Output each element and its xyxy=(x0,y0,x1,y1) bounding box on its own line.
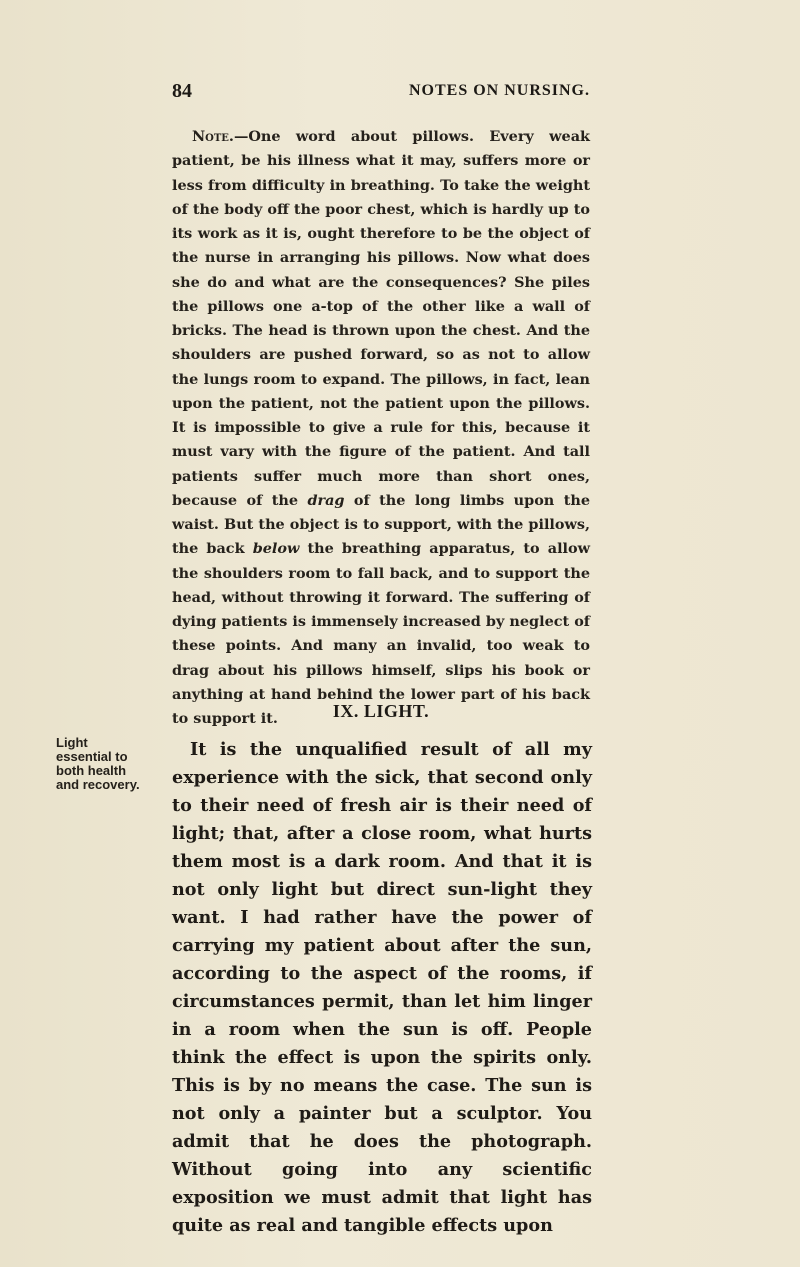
pillows-note xyxy=(172,125,590,731)
note-paragraph xyxy=(172,125,590,731)
running-head: NOTES ON NURSING. xyxy=(408,82,590,99)
page-header xyxy=(172,80,590,110)
page-number: 84 xyxy=(172,80,192,102)
note-lead: Note. xyxy=(192,128,234,145)
body-paragraph: It is the unqualified result of all my experience with the sick, that second only to their need of fresh air is their need of light; that, after a close room, what hurts them most is a dark room. And that it is not only light but direct sun-light they want. I had rather have the power of carrying my patient about after the sun, according to the aspect of the rooms, if circumstances permit, than let him linger in a room when the sun is off. People think the effect is upon the spirits only. This is by no means the case. The sun is not only a painter but a sculptor. You admit that he does the photograph. Without going into any scientific exposition we must admit that light has quite as real and tangible effects upon xyxy=(172,739,592,1236)
note-text-part-2: of the long limbs upon the waist. But the object is to support, with the pillows, the back xyxy=(172,491,590,558)
note-text-part-1: —One word about pillows. Every weak patient, be his illness what it may, suffers more or less from difficulty in breathing. To take the weight of the body off the poor chest, which is hardly up to its work as it is, ought therefore to be the object of the nurse in arranging his pillows. Now what does she do and what are the consequences? She piles the pillows one a-top of the other like a wall of bricks. The head is thrown upon the chest. And the shoulders are pushed forward, so as not to allow the lungs room to expand. The pillows, in fact, lean upon the patient, not the patient upon the pillows. It is impossible to give a rule for this, because it must vary with the figure of the patient. And tall patients suffer much more than short ones, because of the xyxy=(172,128,590,509)
section-heading: IX. LIGHT. xyxy=(332,701,430,721)
light-section-body xyxy=(172,736,592,1240)
note-emphasis-drag: drag xyxy=(307,491,345,509)
margin-note: Light essential to both health and recovery. xyxy=(56,735,140,792)
note-text-part-3: the breathing apparatus, to allow the shoulders room to fall back, and to support the head, without throwing it forward. The suffering of dying patients is immensely increased by neglect of these points. And many an invalid, too weak to drag about his pillows himself, slips his book or anything at hand behind the lower part of his back to support it. xyxy=(172,540,590,727)
note-emphasis-below: below xyxy=(252,540,300,558)
